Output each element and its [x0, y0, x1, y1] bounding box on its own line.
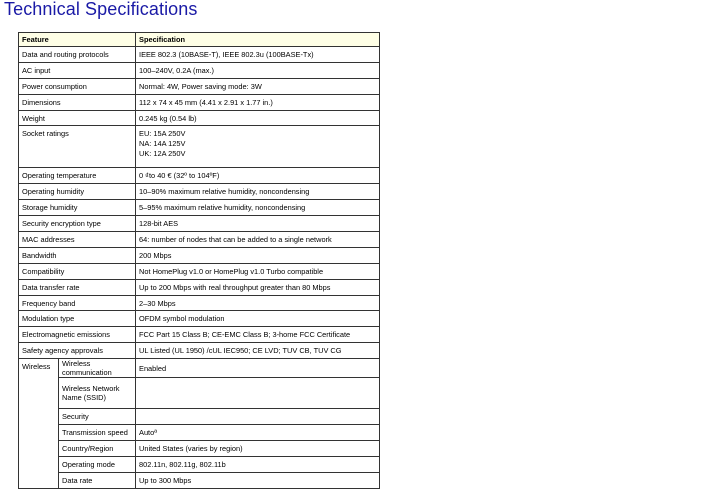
table-row [19, 232, 380, 248]
feature-cell: Electromagnetic emissions [19, 327, 136, 343]
feature-cell: Modulation type [19, 311, 136, 327]
spec-cell: 0.245 kg (0.54 lb) [136, 110, 380, 126]
table-row [19, 126, 380, 168]
feature-cell: MAC addresses [19, 232, 136, 248]
feature-cell: Socket ratings [19, 126, 136, 168]
wireless-feature-cell: Country/Region [59, 440, 136, 456]
table-row [19, 409, 380, 425]
page-title: Technical Specifications [4, 0, 198, 19]
table-row [19, 168, 380, 184]
spec-cell: Not HomePlug v1.0 or HomePlug v1.0 Turbo compatible [136, 263, 380, 279]
table-row [19, 110, 380, 126]
wireless-feature-cell: Operating mode [59, 456, 136, 472]
spec-line: UK: 12A 250V [139, 148, 186, 158]
table-row [19, 425, 380, 441]
spec-cell [136, 409, 380, 425]
spec-cell: 10–90% maximum relative humidity, noncondensing [136, 184, 380, 200]
table-row [19, 78, 380, 94]
spec-cell: 128-bit AES [136, 216, 380, 232]
feature-cell: Weight [19, 110, 136, 126]
spec-cell: 64: number of nodes that can be added to a single network [136, 232, 380, 248]
table-row [19, 216, 380, 232]
table-row [19, 378, 380, 409]
table-row [19, 472, 380, 488]
wireless-feature-cell: Wireless communication [59, 359, 136, 378]
wireless-group-label: Wireless [19, 359, 59, 488]
feature-cell: Safety agency approvals [19, 343, 136, 359]
spec-cell: Enabled [136, 359, 380, 378]
wireless-feature-cell: Transmission speed [59, 425, 136, 441]
feature-cell: Frequency band [19, 295, 136, 311]
spec-line: NA: 14A 125V [139, 139, 186, 149]
spec-cell: UL Listed (UL 1950) /cUL IEC950; CE LVD; TUV CB, TUV CG [136, 343, 380, 359]
spec-cell: 802.11n, 802.11g, 802.11b [136, 456, 380, 472]
table-row [19, 62, 380, 78]
feature-cell: Bandwidth [19, 247, 136, 263]
feature-cell: Data and routing protocols [19, 47, 136, 63]
feature-cell: Operating humidity [19, 184, 136, 200]
table-row [19, 184, 380, 200]
table-row [19, 47, 380, 63]
spec-cell: IEEE 802.3 (10BASE-T), IEEE 802.3u (100BASE-Tx) [136, 47, 380, 63]
spec-table [18, 32, 380, 489]
table-row [19, 440, 380, 456]
table-row [19, 247, 380, 263]
spec-cell: 112 x 74 x 45 mm (4.41 x 2.91 x 1.77 in.) [136, 94, 380, 110]
wireless-feature-cell: Security [59, 409, 136, 425]
feature-cell: Data transfer rate [19, 279, 136, 295]
spec-line: EU: 15A 250V [139, 129, 186, 139]
feature-cell: Operating temperature [19, 168, 136, 184]
spec-cell: 2–30 Mbps [136, 295, 380, 311]
feature-cell: Storage humidity [19, 200, 136, 216]
table-row [19, 327, 380, 343]
spec-cell: OFDM symbol modulation [136, 311, 380, 327]
table-row [19, 279, 380, 295]
spec-cell: FCC Part 15 Class B; CE-EMC Class B; 3-home FCC Certificate [136, 327, 380, 343]
spec-cell: 200 Mbps [136, 247, 380, 263]
spec-cell: Normal: 4W, Power saving mode: 3W [136, 78, 380, 94]
table-row [19, 343, 380, 359]
spec-cell: Up to 200 Mbps with real throughput greater than 80 Mbps [136, 279, 380, 295]
feature-cell: Dimensions [19, 94, 136, 110]
spec-cell: 5–95% maximum relative humidity, noncondensing [136, 200, 380, 216]
header-specification: Specification [136, 33, 380, 47]
table-row [19, 263, 380, 279]
table-header-row [19, 33, 380, 47]
spec-cell: United States (varies by region) [136, 440, 380, 456]
feature-cell: Security encryption type [19, 216, 136, 232]
table-row [19, 200, 380, 216]
table-row [19, 94, 380, 110]
wireless-feature-cell: Data rate [59, 472, 136, 488]
feature-cell: AC input [19, 62, 136, 78]
spec-cell: 0 ₫to 40 € (32º to 104ºF) [136, 168, 380, 184]
wireless-feature-cell: Wireless Network Name (SSID) [59, 378, 136, 409]
table-row [19, 359, 380, 378]
table-row [19, 295, 380, 311]
feature-cell: Power consumption [19, 78, 136, 94]
spec-cell [136, 126, 380, 168]
table-row [19, 456, 380, 472]
spec-cell: Up to 300 Mbps [136, 472, 380, 488]
spec-cell: Autoª [136, 425, 380, 441]
feature-cell: Compatibility [19, 263, 136, 279]
spec-cell: 100–240V, 0.2A (max.) [136, 62, 380, 78]
spec-cell [136, 378, 380, 409]
table-row [19, 311, 380, 327]
header-feature: Feature [19, 33, 136, 47]
